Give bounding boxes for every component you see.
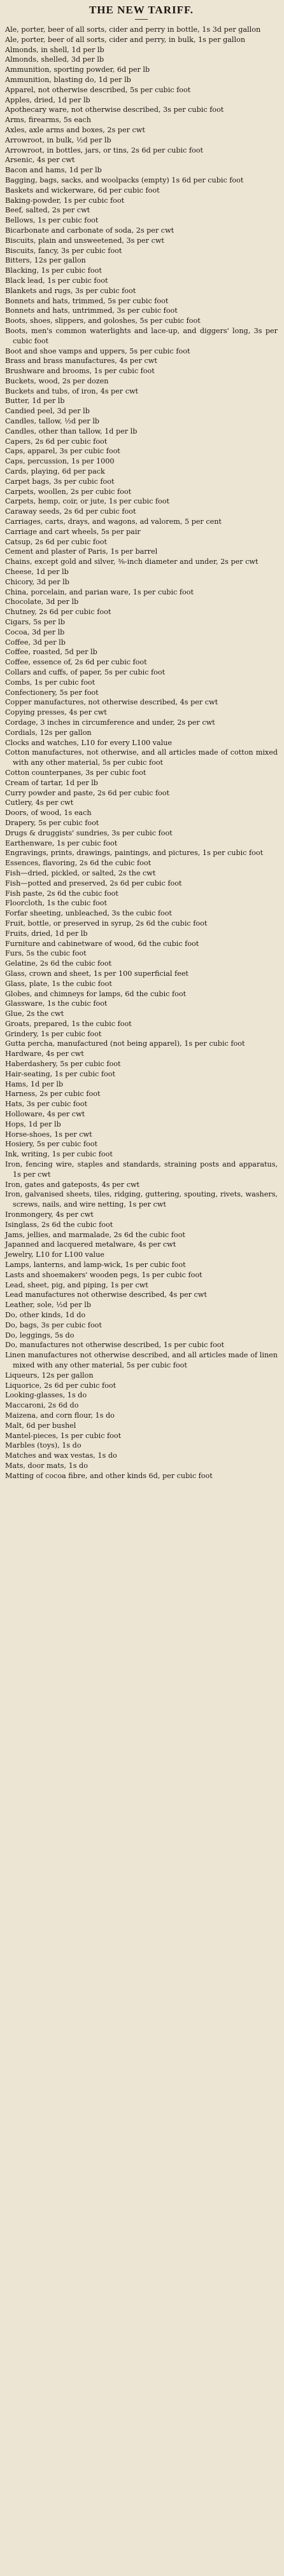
tariff-entry: Baskets and wickerware, 6d per cubic foot	[5, 186, 160, 195]
tariff-entry: Brushware and brooms, 1s per cubic foot	[5, 367, 155, 376]
tariff-entry: Lead manufactures not otherwise described, 4s per cwt	[5, 1291, 207, 1299]
tariff-entry: Cordials, 12s per gallon	[5, 728, 92, 737]
tariff-entry: Hardware, 4s per cwt	[5, 1050, 84, 1058]
tariff-entry: Combs, 1s per cubic foot	[5, 678, 96, 687]
tariff-entry: Apothecary ware, not otherwise described, 3s per cubic foot	[5, 106, 224, 114]
tariff-entry: Linen manufactures not otherwise described, and all articles made of linen mixed with any other material, 5s per cubic foot	[5, 1351, 278, 1369]
tariff-entry: Lasts and shoemakers' wooden pegs, 1s per cubic foot	[5, 1270, 202, 1279]
tariff-entry: Axles, axle arms and boxes, 2s per cwt	[5, 125, 145, 134]
tariff-entry: Bonnets and hats, untrimmed, 3s per cubic foot	[5, 306, 178, 315]
tariff-entry: Fish—potted and preserved, 2s 6d per cubic foot	[5, 879, 182, 887]
tariff-entry: Carriages, carts, drays, and wagons, ad valorem, 5 per cent	[5, 517, 222, 526]
tariff-entry: Gutta percha, manufactured (not being apparel), 1s per cubic foot	[5, 1039, 245, 1048]
tariff-entry: Horse-shoes, 1s per cwt	[5, 1130, 92, 1139]
tariff-entry: Do, other kinds, 1d do	[5, 1311, 86, 1319]
tariff-entry: Harness, 2s per cubic foot	[5, 1090, 101, 1099]
tariff-entry: Hops, 1d per lb	[5, 1120, 61, 1128]
tariff-entry: Bacon and hams, 1d per lb	[5, 166, 102, 175]
tariff-entry: Biscuits, fancy, 3s per cubic foot	[5, 246, 122, 255]
tariff-entry: Ale, porter, beer of all sorts, cider and perry in bottle, 1s 3d per gallon	[5, 25, 261, 34]
tariff-entry: Furs, 5s the cubic foot	[5, 949, 87, 958]
tariff-entry: Coffee, essence of, 2s 6d per cubic foot	[5, 658, 147, 667]
tariff-entry: Ammunition, sporting powder, 6d per lb	[5, 65, 150, 74]
tariff-entry: Glass, plate, 1s the cubic foot	[5, 979, 112, 988]
tariff-entry: Cheese, 1d per lb	[5, 568, 69, 577]
tariff-entry: Buckets, wood, 2s per dozen	[5, 376, 109, 385]
tariff-entry: Jams, jellies, and marmalade, 2s 6d the cubic foot	[5, 1230, 185, 1239]
tariff-entry: Cordage, 3 inches in circumference and under, 2s per cwt	[5, 718, 215, 727]
tariff-entry: Cream of tartar, 1d per lb	[5, 778, 98, 787]
tariff-entry: Butter, 1d per lb	[5, 397, 65, 406]
tariff-entry: Carpet bags, 3s per cubic foot	[5, 477, 115, 486]
tariff-entry: Drapery, 5s per cubic foot	[5, 818, 99, 827]
tariff-entry: Arrowroot, in bottles, jars, or tins, 2s 6d per cubic foot	[5, 146, 203, 154]
tariff-entry: Glass, crown and sheet, 1s per 100 superficial feet	[5, 969, 188, 978]
tariff-entry: Cocoa, 3d per lb	[5, 627, 65, 636]
tariff-entry: Cement and plaster of Paris, 1s per barrel	[5, 547, 158, 556]
tariff-entry: Chains, except gold and silver, ⅜-inch diameter and under, 2s per cwt	[5, 558, 259, 566]
tariff-entry: Mantel-pieces, 1s per cubic foot	[5, 1431, 122, 1440]
tariff-entry: Copying presses, 4s per cwt	[5, 708, 107, 717]
tariff-entry: Carriage and cart wheels, 5s per pair	[5, 527, 141, 536]
tariff-entry: Cards, playing, 6d per pack	[5, 467, 105, 476]
tariff-entry: Candles, other than tallow, 1d per lb	[5, 427, 138, 435]
tariff-entry: Leather, sole, ½d per lb	[5, 1301, 92, 1310]
tariff-entry: Hosiery, 5s per cubic foot	[5, 1140, 97, 1149]
column-title: THE NEW TARIFF.	[89, 4, 194, 16]
tariff-entry: Fruits, dried, 1d per lb	[5, 929, 88, 938]
tariff-entry: Biscuits, plain and unsweetened, 3s per cwt	[5, 236, 164, 245]
tariff-entry: Gelatine, 2s 6d the cubic foot	[5, 959, 112, 968]
tariff-entry: Groats, prepared, 1s the cubic foot	[5, 1019, 132, 1028]
tariff-entry: Cotton manufactures, not otherwise, and all articles made of cotton mixed with any other material, 5s per cubic foot	[5, 748, 278, 767]
tariff-entry: Bitters, 12s per gallon	[5, 256, 86, 265]
tariff-entry: Fish paste, 2s 6d the cubic foot	[5, 889, 118, 898]
tariff-entry: Carpets, woollen, 2s per cubic foot	[5, 487, 132, 496]
tariff-entry: Glue, 2s the cwt	[5, 1010, 64, 1018]
tariff-entry: Marbles (toys), 1s do	[5, 1441, 82, 1450]
tariff-entry: Curry powder and paste, 2s 6d per cubic foot	[5, 788, 169, 797]
tariff-entry: Ale, porter, beer of all sorts, cider and perry, in bulk, 1s per gallon	[5, 35, 246, 44]
tariff-entry: Do, bags, 3s per cubic foot	[5, 1320, 102, 1329]
tariff-entry: Haberdashery, 5s per cubic foot	[5, 1060, 121, 1069]
tariff-entry: Ink, writing, 1s per cubic foot	[5, 1150, 113, 1159]
tariff-entry: Isinglass, 2s 6d the cubic foot	[5, 1220, 113, 1229]
tariff-entry: Looking-glasses, 1s do	[5, 1391, 87, 1400]
tariff-entry: Furniture and cabinetware of wood, 6d the cubic foot	[5, 939, 199, 948]
tariff-entry: Copper manufactures, not otherwise described, 4s per cwt	[5, 698, 218, 707]
tariff-entry: Buckets and tubs, of iron, 4s per cwt	[5, 387, 139, 395]
tariff-entry: Globes, and chimneys for lamps, 6d the cubic foot	[5, 989, 187, 998]
tariff-entry: Almonds, shelled, 3d per lb	[5, 55, 104, 64]
tariff-entry: Capers, 2s 6d per cubic foot	[5, 437, 108, 446]
tariff-entry: Blankets and rugs, 3s per cubic foot	[5, 286, 136, 295]
tariff-entry: Candles, tallow, ½d per lb	[5, 417, 100, 426]
tariff-entry: Essences, flavoring, 2s 6d the cubic foot	[5, 859, 152, 868]
tariff-entry: Ironmongery, 4s per cwt	[5, 1210, 94, 1219]
tariff-entry: Fish—dried, pickled, or salted, 2s the cwt	[5, 868, 156, 877]
tariff-entry: China, porcelain, and parian ware, 1s per cubic foot	[5, 587, 194, 596]
tariff-entry: Engravings, prints, drawings, paintings, and pictures, 1s per cubic foot	[5, 849, 264, 858]
tariff-list	[5, 25, 278, 1481]
tariff-entry: Liqueurs, 12s per gallon	[5, 1371, 94, 1380]
tariff-entry: Chicory, 3d per lb	[5, 577, 69, 586]
title-rule	[135, 19, 148, 20]
tariff-entry: Malt, 6d per bushel	[5, 1421, 76, 1430]
tariff-entry: Floorcloth, 1s the cubic foot	[5, 899, 107, 908]
tariff-entry: Ammunition, blasting do, 1d per lb	[5, 75, 131, 84]
tariff-entry: Arsenic, 4s per cwt	[5, 156, 75, 165]
tariff-entry: Iron, gates and gateposts, 4s per cwt	[5, 1180, 140, 1189]
tariff-entry: Iron, galvanised sheets, tiles, ridging, guttering, spouting, rivets, washers, screws, nails, and wire netting, 1s per cwt	[5, 1190, 278, 1209]
tariff-entry: Holloware, 4s per cwt	[5, 1110, 85, 1119]
tariff-entry: Bellows, 1s per cubic foot	[5, 216, 99, 225]
tariff-entry: Liquorice, 2s 6d per cubic foot	[5, 1381, 117, 1390]
tariff-entry: Maizena, and corn flour, 1s do	[5, 1411, 115, 1420]
tariff-entry: Caps, apparel, 3s per cubic foot	[5, 447, 120, 456]
tariff-entry: Black lead, 1s per cubic foot	[5, 276, 108, 285]
tariff-entry: Chocolate, 3d per lb	[5, 598, 79, 606]
tariff-entry: Hats, 3s per cubic foot	[5, 1100, 88, 1109]
tariff-entry: Matches and wax vestas, 1s do	[5, 1451, 117, 1460]
tariff-entry: Chutney, 2s 6d per cubic foot	[5, 608, 111, 617]
tariff-entry: Hams, 1d per lb	[5, 1079, 64, 1088]
tariff-entry: Japanned and lacquered metalware, 4s per cwt	[5, 1240, 176, 1249]
tariff-entry: Lead, sheet, pig, and piping, 1s per cwt	[5, 1280, 148, 1289]
tariff-entry: Caps, percussion, 1s per 1000	[5, 457, 115, 466]
tariff-entry: Boot and shoe vamps and uppers, 5s per cubic foot	[5, 346, 190, 355]
tariff-entry: Jewelry, L10 for L100 value	[5, 1250, 104, 1259]
tariff-entry: Lamps, lanterns, and lamp-wick, 1s per cubic foot	[5, 1261, 186, 1270]
tariff-entry: Iron, fencing wire, staples and standards, straining posts and apparatus, 1s per cwt	[5, 1160, 278, 1179]
tariff-entry: Cigars, 5s per lb	[5, 618, 66, 627]
tariff-entry: Bicarbonate and carbonate of soda, 2s per cwt	[5, 226, 174, 235]
tariff-entry: Candied peel, 3d per lb	[5, 407, 90, 416]
tariff-entry: Drugs & druggists' sundries, 3s per cubic foot	[5, 828, 173, 837]
tariff-entry: Coffee, 3d per lb	[5, 638, 66, 647]
tariff-entry: Clocks and watches, L10 for every L100 value	[5, 738, 173, 747]
tariff-entry: Caraway seeds, 2s 6d per cubic foot	[5, 507, 136, 516]
tariff-entry: Earthenware, 1s per cubic foot	[5, 839, 118, 847]
tariff-entry: Hair-seating, 1s per cubic foot	[5, 1069, 115, 1078]
tariff-entry: Fruit, bottle, or preserved in syrup, 2s 6d the cubic foot	[5, 919, 208, 928]
tariff-entry: Do, leggings, 5s do	[5, 1331, 75, 1339]
tariff-entry: Mats, door mats, 1s do	[5, 1461, 88, 1470]
tariff-entry: Cutlery, 4s per cwt	[5, 798, 74, 807]
tariff-entry: Do, manufactures not otherwise described, 1s per cubic foot	[5, 1341, 225, 1350]
tariff-entry: Collars and cuffs, of paper, 5s per cubic foot	[5, 668, 166, 676]
tariff-entry: Arms, firearms, 5s each	[5, 116, 91, 125]
tariff-entry: Blacking, 1s per cubic foot	[5, 266, 102, 275]
tariff-entry: Glassware, 1s the cubic foot	[5, 999, 108, 1008]
tariff-entry: Bagging, bags, sacks, and woolpacks (empty) 1s 6d per cubic foot	[5, 175, 244, 184]
tariff-entry: Forfar sheeting, unbleached, 3s the cubic foot	[5, 909, 172, 918]
tariff-entry: Grindery, 1s per cubic foot	[5, 1029, 102, 1038]
tariff-entry: Coffee, roasted, 5d per lb	[5, 648, 97, 657]
tariff-entry: Bonnets and hats, trimmed, 5s per cubic foot	[5, 296, 169, 305]
tariff-entry: Confectionery, 5s per foot	[5, 688, 99, 697]
tariff-entry: Cotton counterpanes, 3s per cubic foot	[5, 768, 146, 777]
tariff-entry: Almonds, in shell, 1d per lb	[5, 45, 104, 54]
tariff-entry: Apparel, not otherwise described, 5s per cubic foot	[5, 85, 191, 94]
tariff-entry: Carpets, hemp, coir, or jute, 1s per cubic foot	[5, 497, 170, 506]
tariff-entry: Apples, dried, 1d per lb	[5, 95, 90, 104]
tariff-entry: Matting of cocoa fibre, and other kinds 6d, per cubic foot	[5, 1471, 213, 1480]
tariff-entry: Catsup, 2s 6d per cubic foot	[5, 537, 108, 546]
tariff-entry: Boots, men's common waterlights and lace-up, and diggers' long, 3s per cubic foot	[5, 326, 278, 345]
tariff-entry: Maccaroni, 2s 6d do	[5, 1401, 79, 1410]
tariff-entry: Boots, shoes, slippers, and goloshes, 5s per cubic foot	[5, 317, 201, 325]
tariff-entry: Baking-powder, 1s per cubic foot	[5, 196, 125, 205]
tariff-entry: Arrowroot, in bulk, ½d per lb	[5, 135, 111, 144]
tariff-entry: Brass and brass manufactures, 4s per cwt	[5, 357, 157, 366]
tariff-entry: Beef, salted, 2s per cwt	[5, 206, 90, 215]
tariff-entry: Doors, of wood, 1s each	[5, 809, 92, 818]
